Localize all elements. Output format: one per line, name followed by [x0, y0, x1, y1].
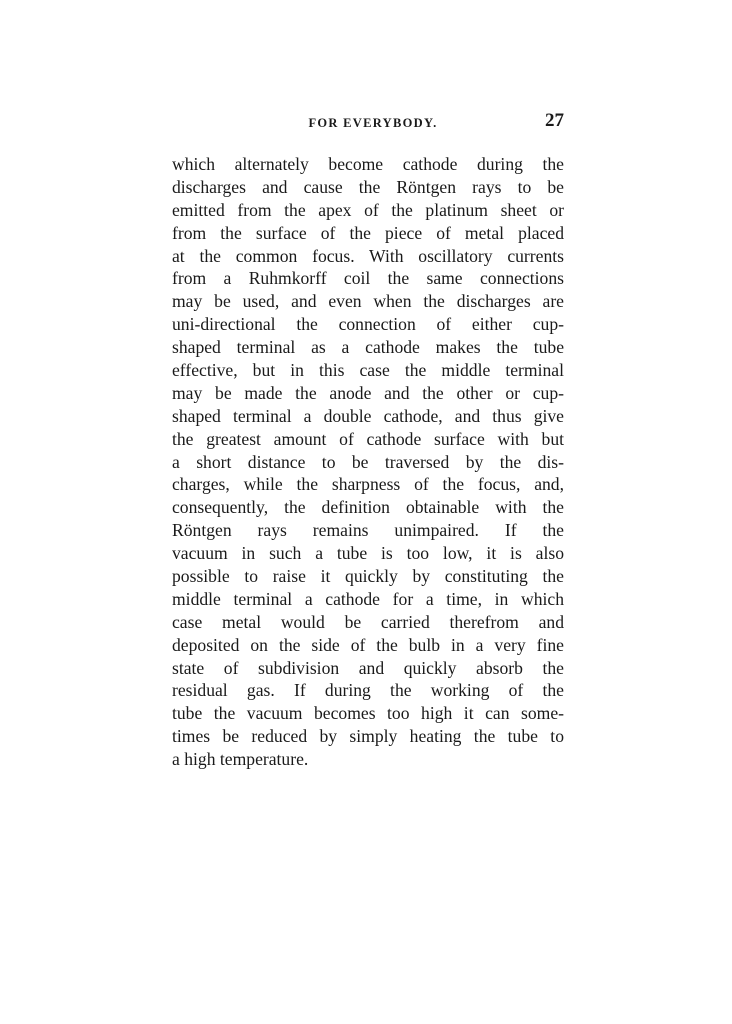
- text-line: case metal would be carried therefrom and: [172, 611, 564, 632]
- running-head: [172, 112, 564, 134]
- text-line: charges, while the sharpness of the focus, and,: [172, 474, 564, 495]
- text-line: shaped terminal a double cathode, and thus give: [172, 405, 564, 426]
- text-line: the greatest amount of cathode surface with but: [172, 428, 564, 449]
- text-line: possible to raise it quickly by constituting the: [172, 566, 564, 587]
- text-line: from a Ruhmkorff coil the same connections: [172, 268, 564, 289]
- text-line: which alternately become cathode during the: [172, 154, 564, 174]
- text-line: tube the vacuum becomes too high it can some-: [172, 703, 564, 724]
- text-line: residual gas. If during the working of the: [172, 680, 564, 701]
- text-line: emitted from the apex of the platinum sheet or: [172, 199, 564, 220]
- text-line: a high temperature.: [172, 749, 309, 770]
- text-line: may be used, and even when the discharges are: [172, 291, 564, 312]
- text-line: discharges and cause the Röntgen rays to be: [172, 176, 564, 197]
- text-line: from the surface of the piece of metal placed: [172, 222, 564, 243]
- text-line: state of subdivision and quickly absorb the: [172, 657, 564, 678]
- text-line: middle terminal a cathode for a time, in which: [172, 588, 564, 609]
- text-line: uni-directional the connection of either cup-: [172, 314, 564, 335]
- text-line: a short distance to be traversed by the dis-: [172, 451, 564, 472]
- text-line: deposited on the side of the bulb in a very fine: [172, 634, 564, 655]
- text-line: may be made the anode and the other or cup-: [172, 382, 564, 403]
- body-text: [172, 153, 564, 771]
- text-line: vacuum in such a tube is too low, it is also: [172, 543, 564, 564]
- page-number: 27: [545, 110, 564, 131]
- text-line: Röntgen rays remains unimpaired. If the: [172, 520, 564, 541]
- text-line: at the common focus. With oscillatory currents: [172, 245, 564, 266]
- text-line: times be reduced by simply heating the tube to: [172, 726, 564, 747]
- text-line: effective, but in this case the middle terminal: [172, 360, 564, 381]
- text-line: consequently, the definition obtainable with the: [172, 497, 564, 518]
- running-title: FOR EVERYBODY.: [308, 115, 438, 130]
- text-line: shaped terminal as a cathode makes the tube: [172, 337, 564, 358]
